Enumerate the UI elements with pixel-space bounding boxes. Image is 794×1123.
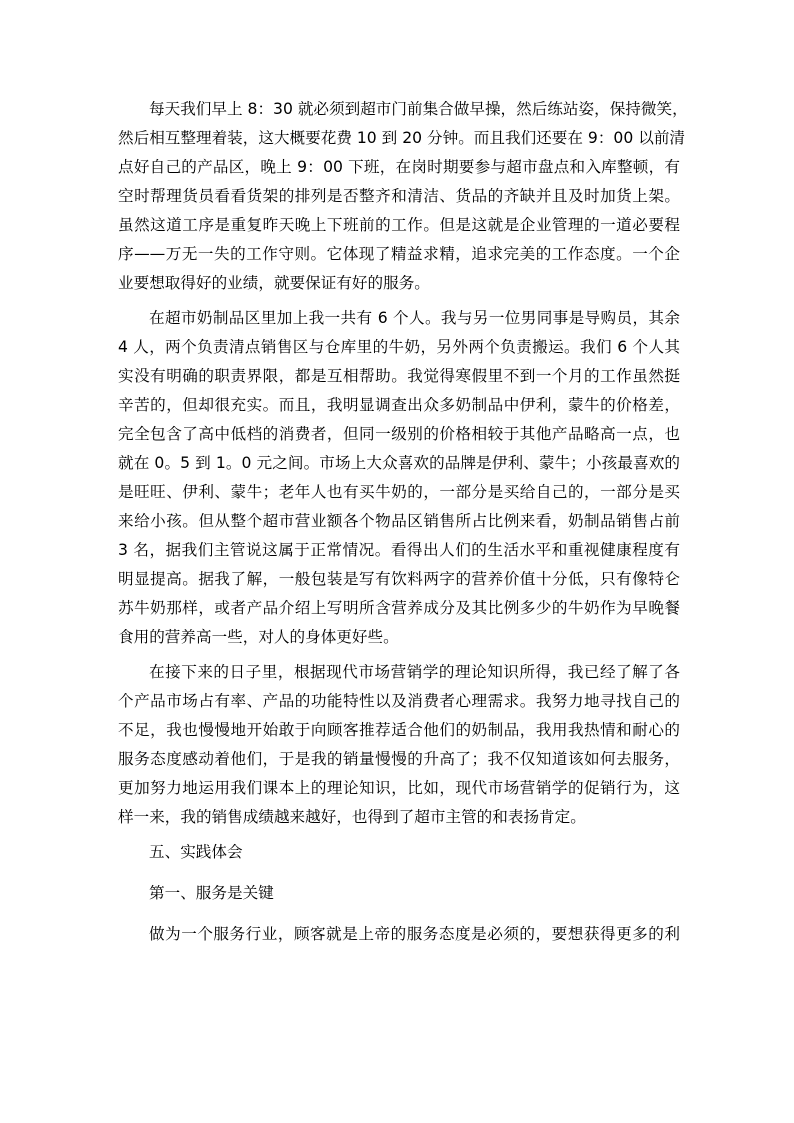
paragraph-3 bbox=[118, 658, 680, 832]
text-line: 完全包含了高中低档的消费者，但同一级别的价格相较于其他产品略高一点，也 bbox=[118, 425, 680, 443]
text-line: 食用的营养高一些，对人的身体更好些。 bbox=[118, 628, 399, 646]
text-line: 是旺旺、伊利、蒙牛；老年人也有买牛奶的，一部分是买给自己的，一部分是买 bbox=[118, 483, 680, 501]
paragraph-2 bbox=[118, 304, 680, 652]
text-line: 苏牛奶那样，或者产品介绍上写明所含营养成分及其比例多少的牛奶作为早晚餐 bbox=[118, 599, 680, 617]
paragraph-4 bbox=[118, 920, 680, 949]
text-line: 空时帮理货员看看货架的排列是否整齐和清洁、货品的齐缺并且及时加货上架。 bbox=[118, 187, 680, 205]
text-line: 点好自己的产品区，晚上 9：00 下班，在岗时期要参与超市盘点和入库整顿，有 bbox=[118, 158, 680, 176]
text-line: 更加努力地运用我们课本上的理论知识，比如，现代市场营销学的促销行为，这 bbox=[118, 779, 680, 797]
text-line: 来给小孩。但从整个超市营业额各个物品区销售所占比例来看，奶制品销售占前 bbox=[118, 512, 680, 530]
text-line: 个产品市场占有率、产品的功能特性以及消费者心理需求。我努力地寻找自己的 bbox=[118, 692, 680, 710]
text-line: 每天我们早上 8：30 就必须到超市门前集合做早操，然后练站姿，保持微笑， bbox=[149, 100, 688, 118]
text-line: 明显提高。据我了解，一般包装是写有饮料两字的营养价值十分低，只有像特仑 bbox=[118, 570, 680, 588]
text-line: 做为一个服务行业，顾客就是上帝的服务态度是必须的，要想获得更多的利 bbox=[149, 925, 680, 943]
text-line: 序——万无一失的工作守则。它体现了精益求精，追求完美的工作态度。一个企 bbox=[118, 245, 680, 263]
text-line: 3 名，据我们主管说这属于正常情况。看得出人们的生活水平和重视健康程度有 bbox=[118, 541, 680, 559]
text-line: 在超市奶制品区里加上我一共有 6 个人。我与另一位男同事是导购员，其余 bbox=[149, 309, 680, 327]
paragraph-1 bbox=[118, 95, 688, 298]
document-body bbox=[118, 95, 688, 955]
text-line: 在接下来的日子里，根据现代市场营销学的理论知识所得，我已经了解了各 bbox=[149, 663, 680, 681]
text-line: 服务态度感动着他们，于是我的销量慢慢的升高了；我不仅知道该如何去服务， bbox=[118, 750, 680, 768]
section-heading: 五、实践体会 bbox=[149, 843, 243, 861]
text-line: 虽然这道工序是重复昨天晚上下班前的工作。但是这就是企业管理的一道必要程 bbox=[118, 216, 680, 234]
subsection-heading: 第一、服务是关键 bbox=[149, 884, 274, 902]
text-line: 不足，我也慢慢地开始敢于向顾客推荐适合他们的奶制品，我用我热情和耐心的 bbox=[118, 721, 680, 739]
text-line: 然后相互整理着装，这大概要花费 10 到 20 分钟。而且我们还要在 9：00 以前清 bbox=[118, 129, 686, 147]
text-line: 业要想取得好的业绩，就要保证有好的服务。 bbox=[118, 274, 430, 292]
text-line: 就在 0。5 到 1。0 元之间。市场上大众喜欢的品牌是伊利、蒙牛；小孩最喜欢的 bbox=[118, 454, 680, 472]
text-line: 样一来，我的销售成绩越来越好，也得到了超市主管的和表扬肯定。 bbox=[118, 808, 586, 826]
text-line: 实没有明确的职责界限，都是互相帮助。我觉得寒假里不到一个月的工作虽然挺 bbox=[118, 367, 680, 385]
text-line: 4 人，两个负责清点销售区与仓库里的牛奶，另外两个负责搬运。我们 6 个人其 bbox=[118, 338, 680, 356]
text-line: 辛苦的，但却很充实。而且，我明显调查出众多奶制品中伊利，蒙牛的价格差， bbox=[118, 396, 680, 414]
